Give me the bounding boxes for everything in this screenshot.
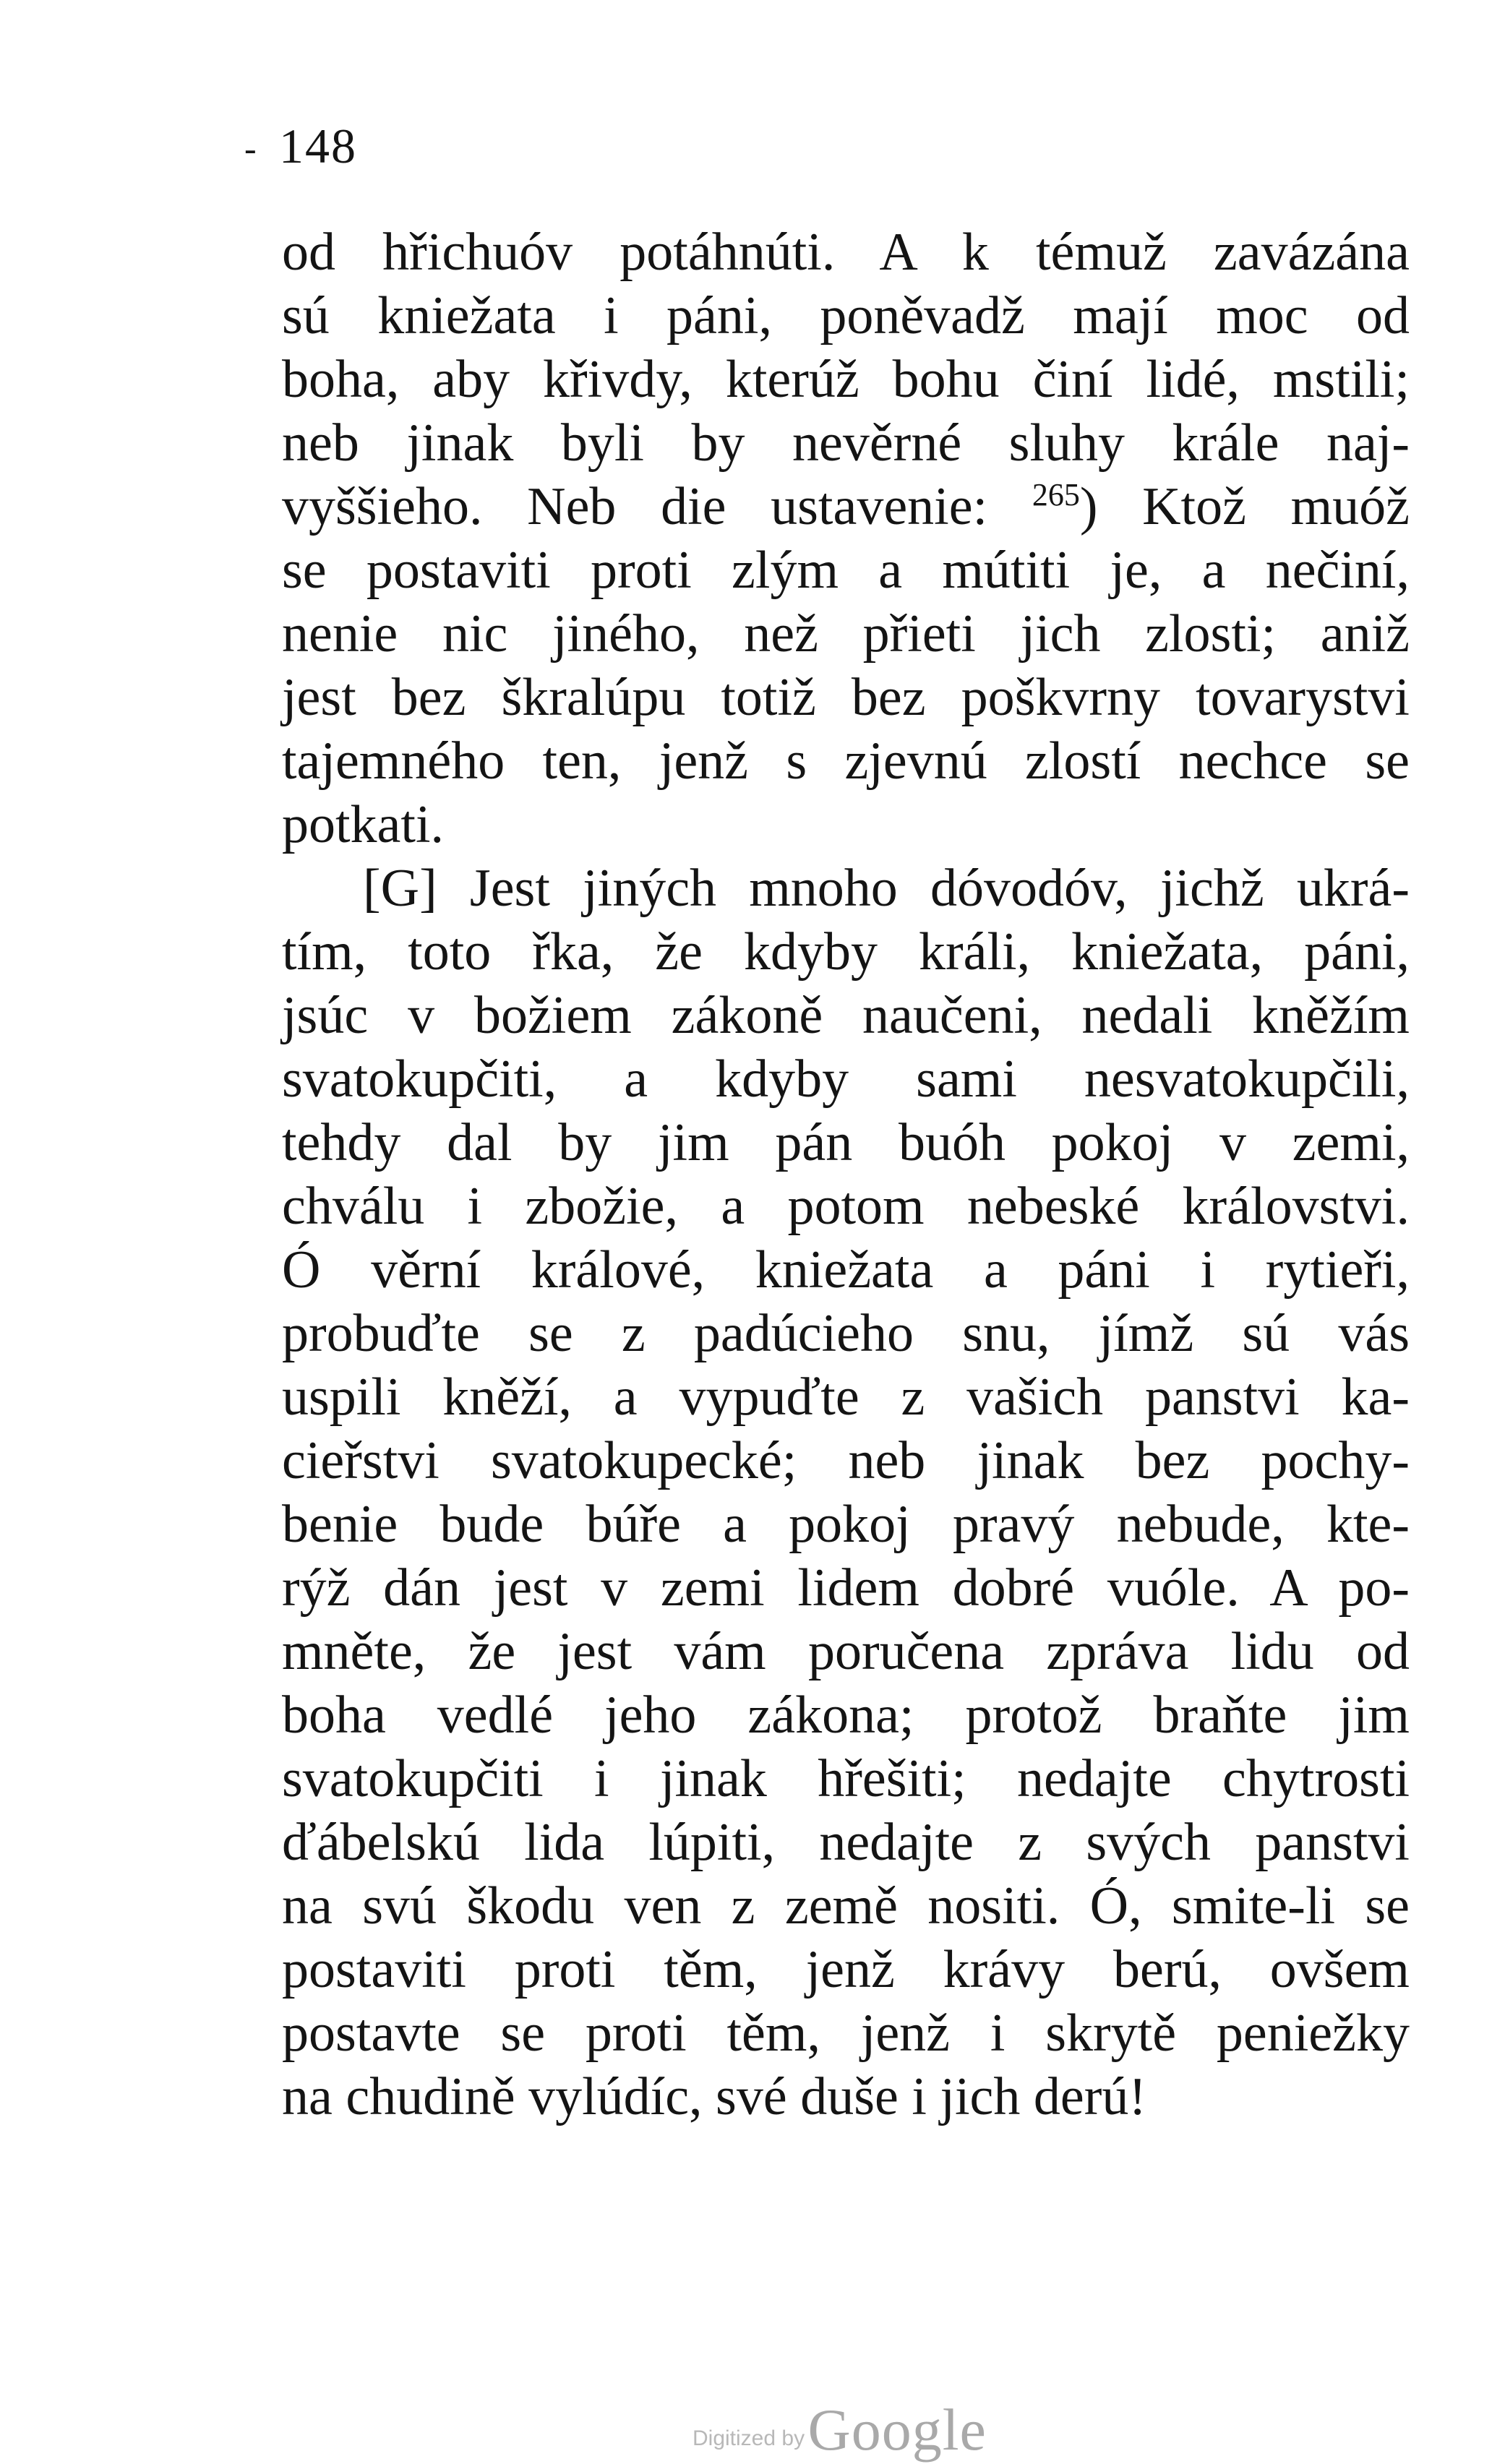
page-number-dash: - [244, 128, 257, 168]
text-line: na chudině vylúdíc, své duše i jich derú! [282, 2067, 1146, 2126]
text-line: uspili kněží, a vypuďte z vašich panstvi ka- [282, 1368, 1410, 1427]
footnote-reference: 265 [1032, 477, 1080, 512]
text-line: jsúc v božiem zákoně naučeni, nedali kněžím [282, 986, 1410, 1045]
text-line: jest bez škralúpu totiž bez poškvrny tovarystvi [282, 668, 1410, 727]
text-line: boha vedlé jeho zákona; protož braňte jim [282, 1686, 1410, 1745]
text-line: rýž dán jest v zemi lidem dobré vuóle. A po- [282, 1558, 1410, 1618]
body-text [282, 220, 1410, 2129]
text-line: svatokupčiti i jinak hřešiti; nedajte chytrosti [282, 1749, 1410, 1808]
text-line: mněte, že jest vám poručena zpráva lidu od [282, 1622, 1410, 1681]
text-line-part: ) Ktož muóž [1079, 477, 1410, 536]
text-line: tajemného ten, jenž s zjevnú zlostí nechce se [282, 731, 1410, 791]
text-line: svatokupčiti, a kdyby sami nesvatokupčili, [282, 1049, 1410, 1109]
text-line: chválu i zbožie, a potom nebeské královstvi. [282, 1177, 1410, 1236]
text-line: benie bude búře a pokoj pravý nebude, kte- [282, 1495, 1410, 1554]
text-line: postavte se proti těm, jenž i skrytě peniežky [282, 2004, 1410, 2063]
digitized-watermark [693, 2396, 987, 2464]
page-number: 148 [279, 119, 357, 173]
paragraph-start-line: [G] Jest jiných mnoho dóvodóv, jichž ukrá- [363, 859, 1410, 918]
text-line: na svú škodu ven z země nositi. Ó, smite-li se [282, 1876, 1410, 1936]
text-line: tehdy dal by jim pán buóh pokoj v zemi, [282, 1113, 1410, 1172]
text-line: cieřstvi svatokupecké; neb jinak bez pochy- [282, 1431, 1410, 1490]
text-line: se postaviti proti zlým a mútiti je, a nečiní, [282, 541, 1410, 600]
google-logo-text: Google [807, 2397, 987, 2463]
text-line: neb jinak byli by nevěrné sluhy krále naj- [282, 413, 1410, 473]
text-line: sú kniežata i páni, poněvadž mají moc od [282, 286, 1410, 345]
text-line: boha, aby křivdy, kterúž bohu činí lidé, mstili; [282, 350, 1410, 409]
text-line: tím, toto řka, že kdyby králi, kniežata, páni, [282, 922, 1410, 982]
text-line: probuďte se z padúcieho snu, jímž sú vás [282, 1304, 1410, 1363]
text-line: ďábelskú lida lúpiti, nedajte z svých panstvi [282, 1813, 1410, 1872]
text-line: postaviti proti těm, jenž krávy berú, ovšem [282, 1940, 1410, 1999]
text-line: nenie nic jiného, než přieti jich zlosti; aniž [282, 604, 1410, 664]
text-line-with-footnote [282, 475, 1410, 538]
digitized-by-label: Digitized by [693, 2426, 805, 2450]
text-line-part: vyššieho. Neb die ustavenie: [282, 477, 988, 536]
text-line: od hřichuóv potáhnúti. A k témuž zavázána [282, 223, 1410, 282]
text-line: Ó věrní králové, kniežata a páni i rytieři, [282, 1240, 1410, 1300]
text-line: potkati. [282, 795, 445, 854]
